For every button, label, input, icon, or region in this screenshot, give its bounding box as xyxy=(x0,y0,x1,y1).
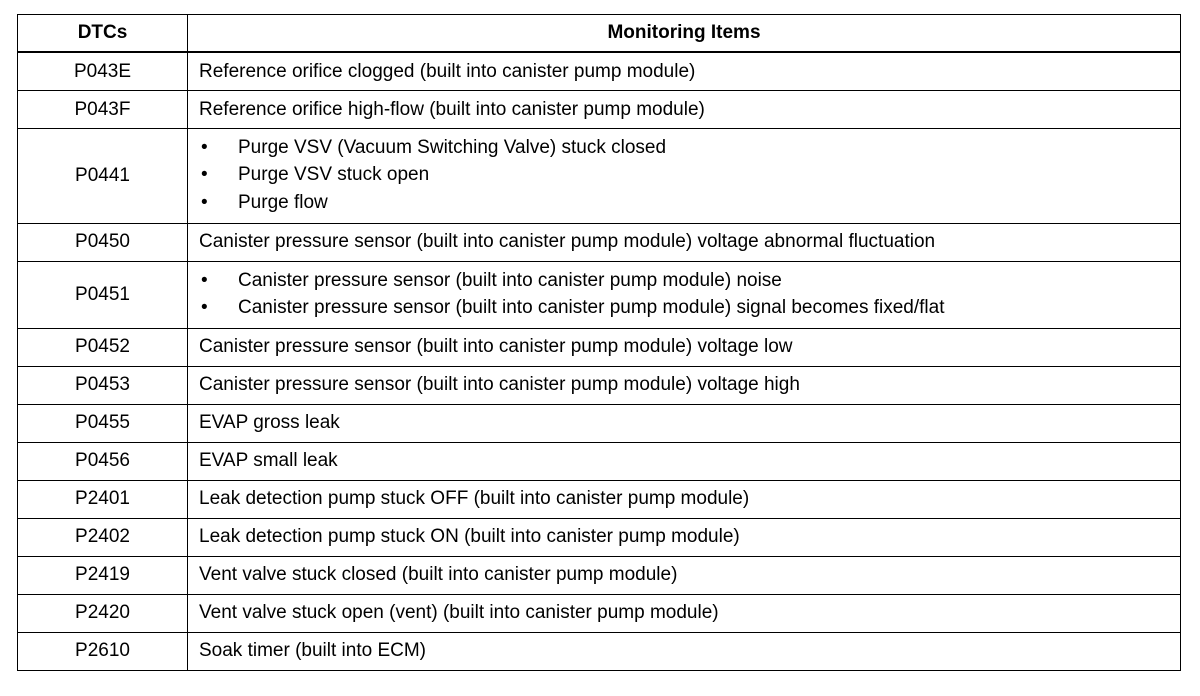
table-row xyxy=(18,518,1181,556)
table-row xyxy=(18,52,1181,91)
dtc-code-cell: P2420 xyxy=(18,594,188,632)
dtc-code-cell: P0452 xyxy=(18,328,188,366)
dtc-code-cell: P043E xyxy=(18,52,188,91)
bullet-icon: • xyxy=(201,164,208,186)
table-row xyxy=(18,366,1181,404)
monitoring-item-cell xyxy=(188,261,1181,328)
bullet-text: Purge flow xyxy=(238,191,328,213)
table-header xyxy=(18,15,1181,53)
dtc-code-cell: P0456 xyxy=(18,442,188,480)
bullet-text: Purge VSV (Vacuum Switching Valve) stuck closed xyxy=(238,136,667,158)
dtc-code-cell: P0450 xyxy=(18,223,188,261)
monitoring-item-cell: Soak timer (built into ECM) xyxy=(188,632,1181,670)
bullet-item xyxy=(199,294,1180,322)
table-row xyxy=(18,129,1181,224)
dtc-code-cell: P0455 xyxy=(18,404,188,442)
monitoring-item-cell: EVAP gross leak xyxy=(188,404,1181,442)
monitoring-item-cell: Reference orifice high-flow (built into canister pump module) xyxy=(188,91,1181,129)
monitoring-item-cell: Leak detection pump stuck ON (built into canister pump module) xyxy=(188,518,1181,556)
bullet-icon: • xyxy=(201,269,208,291)
bullet-icon: • xyxy=(201,191,208,213)
bullet-item xyxy=(199,162,1180,190)
table-row xyxy=(18,404,1181,442)
monitoring-item-cell: Vent valve stuck closed (built into canister pump module) xyxy=(188,556,1181,594)
table-row xyxy=(18,223,1181,261)
dtc-code-cell: P2610 xyxy=(18,632,188,670)
dtc-code-cell: P043F xyxy=(18,91,188,129)
column-header-monitoring-items: Monitoring Items xyxy=(188,15,1181,53)
bullet-icon: • xyxy=(201,136,208,158)
table-row xyxy=(18,91,1181,129)
monitoring-item-cell xyxy=(188,129,1181,224)
bullet-item xyxy=(199,267,1180,295)
bullet-item xyxy=(199,134,1180,162)
monitoring-item-cell: Leak detection pump stuck OFF (built into canister pump module) xyxy=(188,480,1181,518)
monitoring-item-cell: Canister pressure sensor (built into canister pump module) voltage high xyxy=(188,366,1181,404)
bullet-text: Canister pressure sensor (built into canister pump module) signal becomes fixed/flat xyxy=(238,297,945,319)
dtc-code-cell: P0451 xyxy=(18,261,188,328)
column-header-dtcs: DTCs xyxy=(18,15,188,53)
table-row xyxy=(18,442,1181,480)
bullet-text: Purge VSV stuck open xyxy=(238,164,430,186)
monitoring-item-cell: Canister pressure sensor (built into canister pump module) voltage abnormal fluctuation xyxy=(188,223,1181,261)
bullet-icon: • xyxy=(201,297,208,319)
dtc-code-cell: P2419 xyxy=(18,556,188,594)
dtc-code-cell: P0441 xyxy=(18,129,188,224)
dtc-code-cell: P2401 xyxy=(18,480,188,518)
table-row xyxy=(18,594,1181,632)
monitoring-item-cell: Vent valve stuck open (vent) (built into canister pump module) xyxy=(188,594,1181,632)
bullet-text: Canister pressure sensor (built into canister pump module) noise xyxy=(238,269,782,291)
table-row xyxy=(18,632,1181,670)
table-body xyxy=(18,52,1181,670)
monitoring-item-cell: EVAP small leak xyxy=(188,442,1181,480)
table-row xyxy=(18,328,1181,366)
table-row xyxy=(18,556,1181,594)
monitoring-item-cell: Reference orifice clogged (built into canister pump module) xyxy=(188,52,1181,91)
dtc-monitoring-table xyxy=(17,14,1181,671)
table-row xyxy=(18,480,1181,518)
bullet-item xyxy=(199,189,1180,217)
dtc-code-cell: P2402 xyxy=(18,518,188,556)
dtc-code-cell: P0453 xyxy=(18,366,188,404)
monitoring-item-cell: Canister pressure sensor (built into canister pump module) voltage low xyxy=(188,328,1181,366)
table-row xyxy=(18,261,1181,328)
header-row xyxy=(18,15,1181,53)
